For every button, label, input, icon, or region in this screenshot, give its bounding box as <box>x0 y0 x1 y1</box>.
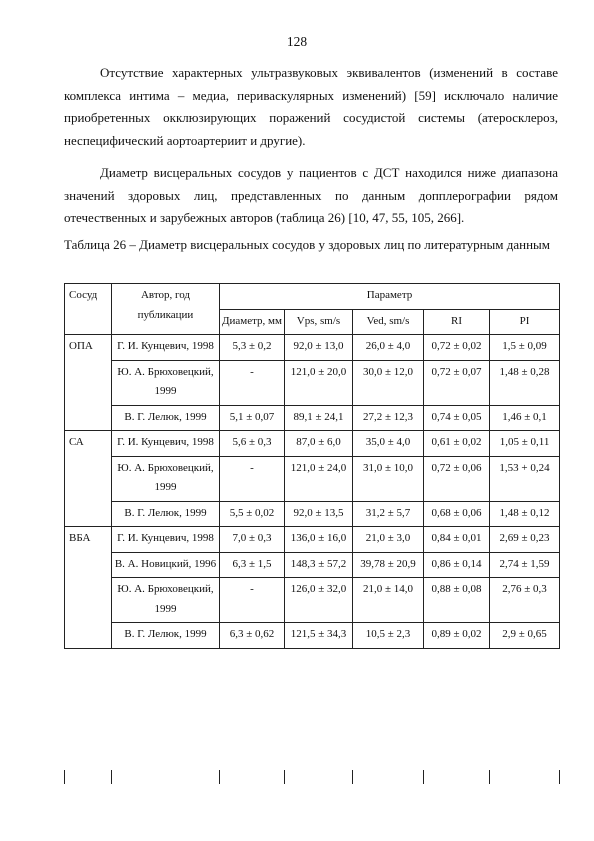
cell-author: Ю. А. Брюховецкий, 1999 <box>112 578 220 623</box>
cell-vps: 121,5 ± 34,3 <box>285 623 353 649</box>
cell-ved: 30,0 ± 12,0 <box>353 360 424 405</box>
table-row <box>65 335 560 361</box>
cell-author: Г. И. Кунцевич, 1998 <box>112 431 220 457</box>
header-diameter: Диаметр, мм <box>220 309 285 335</box>
cell-diameter: - <box>220 360 285 405</box>
cell-pi: 1,46 ± 0,1 <box>490 405 560 431</box>
table-row <box>65 501 560 527</box>
paragraph-diameter: Диаметр висцеральных сосудов у пациентов с ДСТ находился ниже диапазона значений здоровых лиц, представленных по данным допплерографии рядом отечественных и зарубежных авторов (таблица 26) [10, 47, 55, 105, 266]. <box>64 165 558 225</box>
cell-author: В. Г. Лелюк, 1999 <box>112 501 220 527</box>
header-vessel: Сосуд <box>65 284 112 335</box>
cell-ri: 0,61 ± 0,02 <box>424 431 490 457</box>
cell-pi: 2,9 ± 0,65 <box>490 623 560 649</box>
cell-vessel: СА <box>65 431 112 527</box>
cell-vps: 92,0 ± 13,0 <box>285 335 353 361</box>
table-row <box>65 431 560 457</box>
cell-pi: 1,48 ± 0,28 <box>490 360 560 405</box>
cell-pi: 1,05 ± 0,11 <box>490 431 560 457</box>
cell-vps: 89,1 ± 24,1 <box>285 405 353 431</box>
cell-diameter: 5,3 ± 0,2 <box>220 335 285 361</box>
cell-vps: 121,0 ± 20,0 <box>285 360 353 405</box>
table-continuation-line <box>64 770 65 784</box>
cell-diameter: 7,0 ± 0,3 <box>220 527 285 553</box>
cell-pi: 1,5 ± 0,09 <box>490 335 560 361</box>
table-header-row <box>65 284 560 310</box>
cell-ved: 31,0 ± 10,0 <box>353 456 424 501</box>
table-continuation-line <box>559 770 560 784</box>
cell-pi: 2,74 ± 1,59 <box>490 552 560 578</box>
header-ved: Ved, sm/s <box>353 309 424 335</box>
cell-ved: 31,2 ± 5,7 <box>353 501 424 527</box>
cell-pi: 1,48 ± 0,12 <box>490 501 560 527</box>
cell-diameter: 6,3 ± 0,62 <box>220 623 285 649</box>
table-row <box>65 552 560 578</box>
cell-diameter: 5,1 ± 0,07 <box>220 405 285 431</box>
header-vps: Vps, sm/s <box>285 309 353 335</box>
cell-diameter: 5,6 ± 0,3 <box>220 431 285 457</box>
table-continuation-line <box>423 770 424 784</box>
cell-ri: 0,89 ± 0,02 <box>424 623 490 649</box>
cell-pi: 2,76 ± 0,3 <box>490 578 560 623</box>
cell-author: Г. И. Кунцевич, 1998 <box>112 527 220 553</box>
table-row <box>65 527 560 553</box>
page-number: 128 <box>286 34 308 49</box>
cell-author: В. Г. Лелюк, 1999 <box>112 405 220 431</box>
header-ri: RI <box>424 309 490 335</box>
table-continuation-line <box>489 770 490 784</box>
cell-vessel: ОПА <box>65 335 112 431</box>
cell-vps: 87,0 ± 6,0 <box>285 431 353 457</box>
cell-author: В. А. Новицкий, 1996 <box>112 552 220 578</box>
table-row <box>65 360 560 405</box>
table-caption: Таблица 26 – Диаметр висцеральных сосудов у здоровых лиц по литературным данным <box>64 237 551 252</box>
cell-ved: 10,5 ± 2,3 <box>353 623 424 649</box>
header-author: Автор, год публикации <box>112 284 220 335</box>
cell-ri: 0,68 ± 0,06 <box>424 501 490 527</box>
cell-diameter: - <box>220 578 285 623</box>
header-parameter: Параметр <box>220 284 560 310</box>
cell-diameter: - <box>220 456 285 501</box>
cell-vps: 148,3 ± 57,2 <box>285 552 353 578</box>
cell-vps: 121,0 ± 24,0 <box>285 456 353 501</box>
cell-ri: 0,88 ± 0,08 <box>424 578 490 623</box>
table-row <box>65 623 560 649</box>
cell-ved: 26,0 ± 4,0 <box>353 335 424 361</box>
table-continuation-line <box>111 770 112 784</box>
header-pi: PI <box>490 309 560 335</box>
cell-author: Ю. А. Брюховецкий, 1999 <box>112 456 220 501</box>
cell-ri: 0,72 ± 0,07 <box>424 360 490 405</box>
paragraph-intro: Отсутствие характерных ультразвуковых эквивалентов (изменений в составе комплекса интима – медиа, периваскулярных изменений) [59] исключало наличие приобретенных окклюзирующих поражений сосудистой системы (атеросклероз, неспецифический аортоартериит и другие). <box>64 65 558 148</box>
cell-ri: 0,72 ± 0,06 <box>424 456 490 501</box>
table-continuation-line <box>219 770 220 784</box>
cell-diameter: 5,5 ± 0,02 <box>220 501 285 527</box>
cell-vps: 92,0 ± 13,5 <box>285 501 353 527</box>
table-continuation-line <box>284 770 285 784</box>
table-continuation-line <box>352 770 353 784</box>
table-row <box>65 405 560 431</box>
cell-ved: 39,78 ± 20,9 <box>353 552 424 578</box>
cell-author: Г. И. Кунцевич, 1998 <box>112 335 220 361</box>
table-row <box>65 456 560 501</box>
cell-ri: 0,72 ± 0,02 <box>424 335 490 361</box>
cell-ved: 21,0 ± 3,0 <box>353 527 424 553</box>
cell-ved: 35,0 ± 4,0 <box>353 431 424 457</box>
cell-vessel: ВБА <box>65 527 112 649</box>
cell-ri: 0,74 ± 0,05 <box>424 405 490 431</box>
cell-pi: 1,53 + 0,24 <box>490 456 560 501</box>
cell-ri: 0,84 ± 0,01 <box>424 527 490 553</box>
cell-ved: 21,0 ± 14,0 <box>353 578 424 623</box>
cell-ved: 27,2 ± 12,3 <box>353 405 424 431</box>
cell-vps: 136,0 ± 16,0 <box>285 527 353 553</box>
cell-ri: 0,86 ± 0,14 <box>424 552 490 578</box>
cell-pi: 2,69 ± 0,23 <box>490 527 560 553</box>
cell-author: В. Г. Лелюк, 1999 <box>112 623 220 649</box>
cell-vps: 126,0 ± 32,0 <box>285 578 353 623</box>
data-table <box>64 283 560 649</box>
cell-diameter: 6,3 ± 1,5 <box>220 552 285 578</box>
table-row <box>65 578 560 623</box>
cell-author: Ю. А. Брюховецкий, 1999 <box>112 360 220 405</box>
